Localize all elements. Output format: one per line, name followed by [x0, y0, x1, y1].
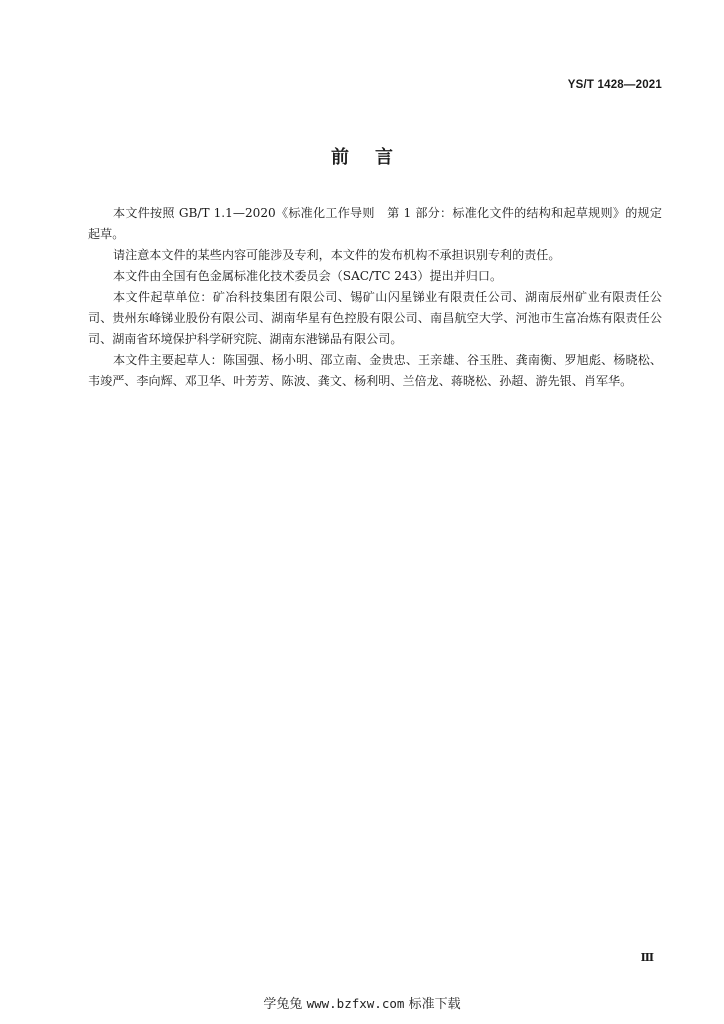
paragraph-drafting-units: 本文件起草单位：矿冶科技集团有限公司、锡矿山闪星锑业有限责任公司、湖南辰州矿业有限责任公司、贵州东峰锑业股份有限公司、湖南华星有色控股有限公司、南昌航空大学、河池市生富冶炼有限责任公司、湖南省环境保护科学研究院、湖南东港锑品有限公司。: [88, 290, 662, 346]
watermark-tagline: 标准下载: [408, 997, 461, 1012]
footer-watermark: [0, 993, 724, 1012]
standard-code: YS/T 1428—2021: [567, 79, 662, 91]
watermark-url[interactable]: www.bzfxw.com: [306, 996, 405, 1011]
paragraph-patent-notice: 请注意本文件的某些内容可能涉及专利，本文件的发布机构不承担识别专利的责任。: [113, 248, 561, 262]
page-title: 前言: [331, 147, 419, 168]
paragraph-drafting-rules: 本文件按照 GB/T 1.1—2020《标准化工作导则 第 1 部分：标准化文件的结构和起草规则》的规定起草。: [88, 206, 662, 241]
page-number: Ⅲ: [640, 951, 654, 964]
paragraph-drafters: 本文件主要起草人：陈国强、杨小明、邵立南、金贵忠、王亲雄、谷玉胜、龚南衡、罗旭彪、杨晓松、韦竣严、李向辉、邓卫华、叶芳芳、陈波、龚文、杨利明、兰倍龙、蒋晓松、孙超、游先银、肖军华。: [88, 353, 662, 388]
foreword-body: [88, 203, 662, 392]
watermark-site-name: 学兔兔: [263, 997, 303, 1012]
paragraph-committee: 本文件由全国有色金属标准化技术委员会（SAC/TC 243）提出并归口。: [113, 269, 503, 283]
